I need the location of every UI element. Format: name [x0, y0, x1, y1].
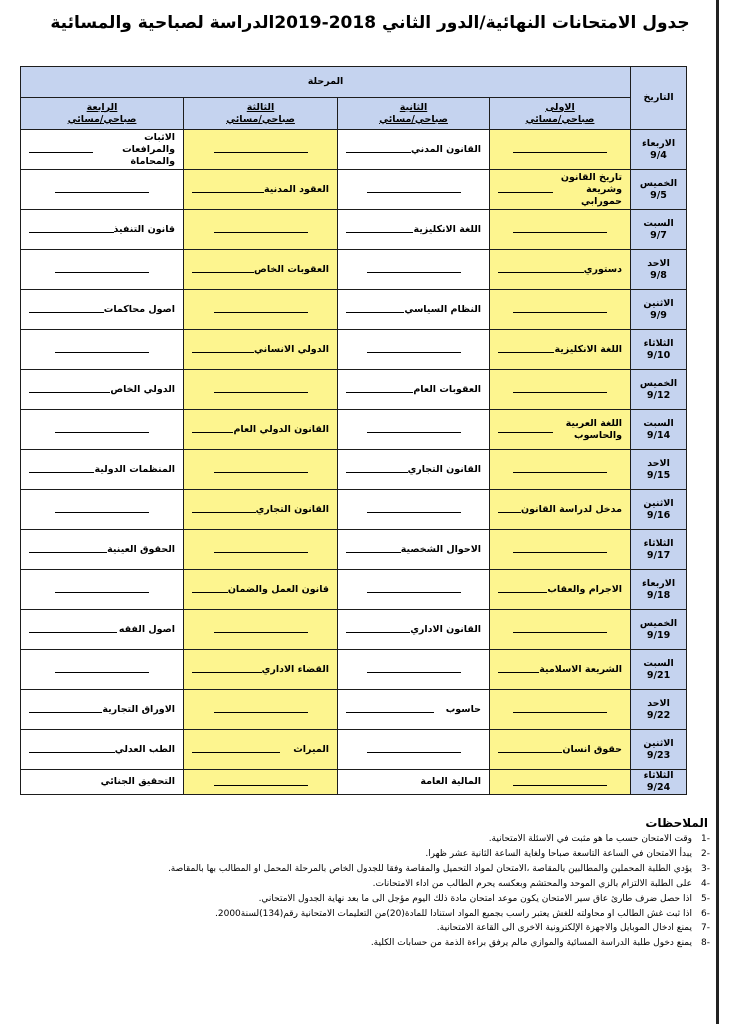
note-text: يؤدي الطلبة المحملين والمطالبين بالمقاصة ،الامتحان لمواد التحميل والمقاصة وفقا للجدول الخاص بالمرحلة المحمل او المطالب بها بالمقاصة. — [167, 863, 692, 874]
subject-name: قانون التنفيذ — [113, 223, 176, 235]
subject-name: الميراث — [293, 743, 330, 755]
blank-line — [192, 192, 264, 193]
subject-name: تاريخ القانون وشريعة حمورابي — [560, 171, 623, 207]
blank-line — [192, 272, 254, 273]
subject-cell-stage-2 — [338, 570, 490, 610]
stage-4-header — [21, 98, 184, 130]
day-date: 9/4 — [650, 149, 667, 161]
blank-line — [214, 785, 308, 786]
day-name: الثلاثاء — [643, 770, 674, 781]
table-row — [21, 490, 687, 530]
day-name: السبت — [643, 417, 674, 429]
day-date: 9/21 — [646, 669, 671, 681]
subject-name: الاحوال الشخصية — [400, 543, 482, 555]
note-number: -2 — [701, 848, 710, 859]
note-item — [30, 832, 710, 847]
subject-name: الاجرام والعقاب — [547, 583, 623, 595]
date-cell — [631, 730, 687, 770]
subject-cell-stage-3 — [184, 250, 338, 290]
date-cell — [631, 650, 687, 690]
subject-name: مدخل لدراسة القانون — [520, 503, 623, 515]
table-row — [21, 570, 687, 610]
note-text: اذا ثبت غش الطالب او محاولته للغش يعتبر راسب بجميع المواد استنادا للمادة(20)من التعليمات الامتحانية رقم(134)لسنة2000. — [215, 908, 692, 919]
blank-line — [214, 392, 308, 393]
note-text: على الطلبة الالتزام بالزي الموحد والمحتشم وبعكسه يحرم الطالب من اداء الامتحانات. — [372, 878, 692, 889]
subject-cell-stage-2 — [338, 490, 490, 530]
table-row — [21, 370, 687, 410]
date-cell — [631, 250, 687, 290]
day-name: الاحد — [647, 257, 670, 269]
note-text: يمنع دخول طلبة الدراسة المسائية والموازي مالم يرفق براءة الذمة من حسابات الكلية. — [370, 938, 692, 949]
day-date: 9/9 — [650, 309, 667, 321]
blank-line — [498, 592, 547, 593]
subject-name: الشريعة الاسلامية — [539, 663, 623, 675]
table-row — [21, 690, 687, 730]
subject-cell-stage-1 — [490, 290, 631, 330]
stage-3-name: الثالثة — [246, 101, 275, 113]
date-cell — [631, 330, 687, 370]
note-number: -6 — [701, 908, 710, 919]
blank-line — [29, 152, 93, 153]
subject-cell-stage-1 — [490, 370, 631, 410]
note-item — [30, 862, 710, 877]
blank-line — [55, 272, 149, 273]
blank-line — [513, 232, 607, 233]
blank-line — [192, 432, 233, 433]
subject-cell-stage-4 — [21, 410, 184, 450]
blank-line — [346, 472, 408, 473]
page-title: جدول الامتحانات النهائية/الدور الثاني 2018-2019الدراسة لصباحية والمسائية — [50, 13, 690, 33]
day-name: الاربعاء — [641, 577, 676, 589]
blank-line — [498, 752, 562, 753]
subject-cell-stage-3 — [184, 290, 338, 330]
note-text: يبدأ الامتحان في الساعة التاسعة صباحا ولغاية الساعة الثانية عشر ظهرا. — [425, 848, 692, 859]
subject-name: العقوبات العام — [413, 383, 482, 395]
note-item — [30, 847, 710, 862]
date-cell — [631, 290, 687, 330]
subject-cell-stage-4 — [21, 130, 184, 170]
subject-cell-stage-3 — [184, 690, 338, 730]
table-row — [21, 290, 687, 330]
blank-line — [29, 472, 94, 473]
note-number: -8 — [701, 938, 710, 949]
date-cell — [631, 130, 687, 170]
day-date: 9/16 — [646, 509, 671, 521]
subject-cell-stage-2 — [338, 770, 490, 795]
subject-cell-stage-4 — [21, 690, 184, 730]
blank-line — [214, 712, 308, 713]
stage-1-name: الاولى — [545, 101, 575, 113]
subject-name: الدولي الخاص — [110, 383, 176, 395]
page-edge-rule — [716, 0, 719, 1024]
subject-cell-stage-3 — [184, 570, 338, 610]
table-row — [21, 250, 687, 290]
day-date: 9/10 — [646, 349, 671, 361]
blank-line — [367, 512, 461, 513]
blank-line — [346, 632, 410, 633]
subject-name: اصول الفقه — [118, 623, 176, 635]
note-number: -1 — [701, 834, 710, 844]
note-text: يمنع ادخال الموبايل والاجهزة الإلكترونية الاخرى الى القاعة الامتحانية. — [436, 923, 692, 934]
table-row — [21, 130, 687, 170]
day-name: الاثنين — [643, 297, 674, 309]
notes-title: الملاحظات — [645, 816, 708, 830]
subject-name: الدولي الانساني — [254, 343, 330, 355]
note-number: -4 — [701, 878, 710, 889]
blank-line — [29, 552, 107, 553]
note-item — [30, 921, 710, 936]
stage-1-shift: صباحي/مسائي — [525, 113, 595, 125]
subject-name: اللغة العربية والحاسوب — [565, 417, 623, 441]
blank-line — [29, 632, 117, 633]
date-cell — [631, 530, 687, 570]
subject-name: حقوق انسان — [562, 743, 623, 755]
notes-section — [30, 816, 710, 951]
subject-name: اصول محاكمات — [103, 303, 176, 315]
subject-cell-stage-3 — [184, 330, 338, 370]
day-name: الخميس — [639, 377, 678, 389]
blank-line — [346, 552, 401, 553]
date-cell — [631, 490, 687, 530]
stage-4-shift: صباحي/مسائي — [67, 113, 137, 125]
blank-line — [367, 672, 461, 673]
subject-name: القانون الاداري — [410, 623, 482, 635]
blank-line — [498, 272, 584, 273]
blank-line — [55, 672, 149, 673]
table-row — [21, 410, 687, 450]
blank-line — [214, 312, 308, 313]
blank-line — [367, 192, 461, 193]
subject-cell-stage-4 — [21, 730, 184, 770]
blank-line — [192, 752, 280, 753]
subject-name: اللغة الانكليزية — [413, 223, 482, 235]
header-row — [21, 67, 687, 98]
note-text: وقت الامتحان حسب ما هو مثبت في الاسئلة الامتحانية. — [488, 834, 692, 844]
date-cell — [631, 570, 687, 610]
subject-cell-stage-2 — [338, 410, 490, 450]
subject-cell-stage-4 — [21, 170, 184, 210]
stage-2-header — [338, 98, 490, 130]
subject-cell-stage-2 — [338, 250, 490, 290]
stage-1-header — [490, 98, 631, 130]
subject-name: الحقوق العينية — [107, 543, 176, 555]
subject-cell-stage-2 — [338, 450, 490, 490]
subject-cell-stage-1 — [490, 410, 631, 450]
subject-cell-stage-1 — [490, 530, 631, 570]
subject-cell-stage-4 — [21, 610, 184, 650]
note-number: -7 — [701, 923, 710, 934]
date-cell — [631, 450, 687, 490]
subject-name: المنظمات الدولية — [94, 463, 176, 475]
blank-line — [214, 232, 308, 233]
subject-cell-stage-2 — [338, 730, 490, 770]
stage-header: المرحلة — [21, 67, 631, 98]
table-row — [21, 170, 687, 210]
subject-name: القضاء الاداري — [261, 663, 330, 675]
blank-line — [513, 712, 607, 713]
blank-line — [513, 785, 607, 786]
subject-name: قانون العمل والضمان — [227, 583, 330, 595]
subject-name: القانون التجاري — [255, 503, 330, 515]
blank-line — [513, 152, 607, 153]
note-item — [30, 892, 710, 907]
date-cell — [631, 170, 687, 210]
date-header: التاريخ — [631, 67, 687, 130]
table-row — [21, 730, 687, 770]
day-name: الخميس — [639, 177, 678, 189]
note-item — [30, 907, 710, 922]
subject-cell-stage-3 — [184, 410, 338, 450]
subject-cell-stage-2 — [338, 130, 490, 170]
subject-cell-stage-4 — [21, 210, 184, 250]
blank-line — [214, 632, 308, 633]
table-row — [21, 650, 687, 690]
subject-name: الاثبات والمرافعات والمحاماة — [122, 131, 176, 167]
day-date: 9/24 — [646, 782, 671, 793]
subject-cell-stage-1 — [490, 490, 631, 530]
date-cell — [631, 370, 687, 410]
subject-name: الطب العدلي — [114, 743, 176, 755]
blank-line — [214, 152, 308, 153]
subject-name: التحقيق الجنائي — [100, 776, 176, 787]
subject-name: المالية العامة — [420, 776, 482, 787]
day-name: الخميس — [639, 617, 678, 629]
subject-cell-stage-4 — [21, 650, 184, 690]
subject-cell-stage-4 — [21, 570, 184, 610]
stage-2-shift: صباحي/مسائي — [379, 113, 448, 125]
day-date: 9/14 — [646, 429, 671, 441]
subject-cell-stage-3 — [184, 170, 338, 210]
day-name: الاحد — [647, 697, 670, 709]
date-cell — [631, 610, 687, 650]
stage-3-shift: صباحي/مسائي — [226, 113, 295, 125]
blank-line — [346, 312, 404, 313]
subject-cell-stage-3 — [184, 450, 338, 490]
day-date: 9/18 — [646, 589, 671, 601]
blank-line — [29, 232, 114, 233]
stage-2-name: الثانية — [399, 101, 428, 113]
subject-cell-stage-3 — [184, 210, 338, 250]
blank-line — [513, 392, 607, 393]
subject-cell-stage-1 — [490, 130, 631, 170]
note-number: -5 — [701, 893, 710, 904]
subject-cell-stage-4 — [21, 450, 184, 490]
blank-line — [214, 552, 308, 553]
blank-line — [29, 392, 110, 393]
blank-line — [29, 312, 104, 313]
date-cell — [631, 210, 687, 250]
day-date: 9/17 — [646, 549, 671, 561]
subject-cell-stage-3 — [184, 610, 338, 650]
subject-name: القانون التجاري — [407, 463, 482, 475]
subject-cell-stage-4 — [21, 250, 184, 290]
blank-line — [214, 472, 308, 473]
note-item — [30, 877, 710, 892]
subject-name: العقوبات الخاص — [254, 263, 330, 275]
table-row — [21, 530, 687, 570]
subject-cell-stage-3 — [184, 650, 338, 690]
subject-cell-stage-1 — [490, 730, 631, 770]
day-name: الثلاثاء — [643, 537, 674, 549]
subject-name: العقود المدنية — [263, 183, 330, 195]
blank-line — [55, 592, 149, 593]
day-name: الاثنين — [643, 497, 674, 509]
table-row — [21, 770, 687, 795]
day-name: السبت — [643, 657, 674, 669]
subject-cell-stage-2 — [338, 650, 490, 690]
blank-line — [192, 512, 256, 513]
blank-line — [346, 232, 413, 233]
subject-cell-stage-1 — [490, 250, 631, 290]
subject-cell-stage-2 — [338, 330, 490, 370]
day-date: 9/22 — [646, 709, 671, 721]
blank-line — [367, 432, 461, 433]
subject-cell-stage-1 — [490, 770, 631, 795]
subject-cell-stage-4 — [21, 330, 184, 370]
table-row — [21, 210, 687, 250]
blank-line — [367, 592, 461, 593]
exam-schedule-table — [20, 66, 687, 795]
subject-cell-stage-4 — [21, 530, 184, 570]
table-row — [21, 330, 687, 370]
subject-cell-stage-2 — [338, 370, 490, 410]
subject-cell-stage-3 — [184, 730, 338, 770]
day-date: 9/7 — [650, 229, 667, 241]
blank-line — [513, 552, 607, 553]
date-cell — [631, 690, 687, 730]
subject-cell-stage-4 — [21, 490, 184, 530]
subject-cell-stage-1 — [490, 330, 631, 370]
blank-line — [55, 432, 149, 433]
subject-cell-stage-1 — [490, 210, 631, 250]
subject-name: الاوراق التجارية — [102, 703, 176, 715]
blank-line — [55, 192, 149, 193]
subject-cell-stage-4 — [21, 290, 184, 330]
blank-line — [192, 592, 228, 593]
subject-name: القانون المدني — [411, 143, 482, 155]
subject-name: النظام السياسي — [404, 303, 482, 315]
subject-cell-stage-3 — [184, 530, 338, 570]
day-date: 9/5 — [650, 189, 667, 201]
date-cell — [631, 770, 687, 795]
subject-cell-stage-2 — [338, 210, 490, 250]
blank-line — [498, 352, 554, 353]
day-name: الثلاثاء — [643, 337, 674, 349]
subject-cell-stage-2 — [338, 610, 490, 650]
blank-line — [498, 192, 553, 193]
blank-line — [513, 312, 607, 313]
blank-line — [192, 352, 254, 353]
notes-list — [30, 832, 710, 951]
blank-line — [498, 432, 553, 433]
subject-cell-stage-2 — [338, 530, 490, 570]
blank-line — [346, 712, 434, 713]
blank-line — [367, 752, 461, 753]
subject-name: دستوري — [583, 263, 623, 275]
subject-cell-stage-2 — [338, 170, 490, 210]
subject-cell-stage-1 — [490, 610, 631, 650]
subject-cell-stage-1 — [490, 170, 631, 210]
subject-cell-stage-3 — [184, 490, 338, 530]
blank-line — [192, 672, 262, 673]
subject-cell-stage-1 — [490, 690, 631, 730]
subject-name: اللغة الانكليزية — [554, 343, 623, 355]
subject-cell-stage-3 — [184, 770, 338, 795]
blank-line — [498, 512, 521, 513]
subject-cell-stage-3 — [184, 370, 338, 410]
blank-line — [346, 392, 413, 393]
blank-line — [367, 352, 461, 353]
day-name: الاحد — [647, 457, 670, 469]
subject-cell-stage-3 — [184, 130, 338, 170]
blank-line — [29, 752, 115, 753]
blank-line — [55, 352, 149, 353]
day-name: السبت — [643, 217, 674, 229]
subject-cell-stage-1 — [490, 570, 631, 610]
blank-line — [367, 272, 461, 273]
blank-line — [29, 712, 102, 713]
subject-cell-stage-2 — [338, 290, 490, 330]
day-name: الاثنين — [643, 737, 674, 749]
day-date: 9/12 — [646, 389, 671, 401]
blank-line — [513, 472, 607, 473]
day-date: 9/23 — [646, 749, 671, 761]
day-date: 9/8 — [650, 269, 667, 281]
stage-4-name: الرابعة — [86, 101, 118, 113]
blank-line — [513, 632, 607, 633]
table-row — [21, 450, 687, 490]
day-date: 9/15 — [646, 469, 671, 481]
blank-line — [346, 152, 411, 153]
subject-cell-stage-4 — [21, 770, 184, 795]
date-cell — [631, 410, 687, 450]
subject-name: القانون الدولي العام — [233, 423, 330, 435]
stage-3-header — [184, 98, 338, 130]
note-item — [30, 936, 710, 951]
subject-cell-stage-4 — [21, 370, 184, 410]
subject-cell-stage-1 — [490, 650, 631, 690]
blank-line — [498, 672, 539, 673]
stage-names-row — [21, 98, 687, 130]
day-date: 9/19 — [646, 629, 671, 641]
subject-name: حاسوب — [445, 703, 482, 715]
table-row — [21, 610, 687, 650]
note-text: اذا حصل ضرف طارئ عاق سير الامتحان يكون موعد امتحان مادة ذلك اليوم مؤجل الى ما بعد نهاية الجدول الامتحاني. — [258, 893, 692, 904]
subject-cell-stage-2 — [338, 690, 490, 730]
blank-line — [55, 512, 149, 513]
note-number: -3 — [701, 863, 710, 874]
day-name: الاربعاء — [641, 137, 676, 149]
subject-cell-stage-1 — [490, 450, 631, 490]
